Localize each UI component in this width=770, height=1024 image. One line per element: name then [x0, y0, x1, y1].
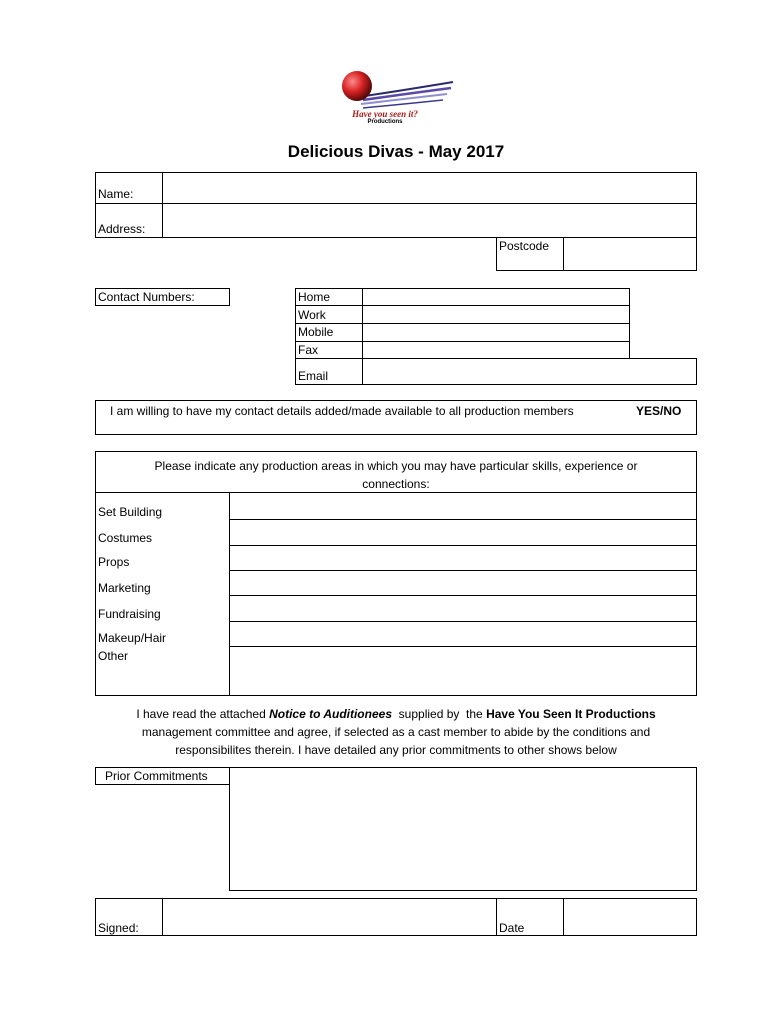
logo-text: Have you seen it? [352, 109, 418, 119]
skill-label-costumes: Costumes [98, 531, 153, 545]
email-label: Email [298, 369, 329, 383]
notice-title: Notice to Auditionees [269, 707, 392, 721]
notice-mid: supplied by the [392, 707, 487, 721]
notice-line1 [96, 707, 696, 721]
notice-org: Have You Seen It Productions [486, 707, 656, 721]
divider [496, 898, 497, 936]
logo-subtext: Productions [367, 119, 403, 125]
phone-label-work: Work [298, 308, 326, 322]
signed-label: Signed: [98, 921, 139, 935]
consent-text: I am willing to have my contact details added/made available to all production members [110, 404, 574, 418]
prior-commitments-label: Prior Commitments [105, 769, 208, 783]
notice-line2: management committee and agree, if selected as a cast member to abide by the conditions and [141, 725, 651, 739]
fax-field[interactable] [363, 342, 629, 358]
other-field[interactable] [230, 647, 696, 695]
address-label: Address: [98, 222, 146, 236]
phone-label-mobile: Mobile [298, 325, 334, 339]
logo-graphic [335, 68, 455, 113]
date-field[interactable] [564, 899, 696, 935]
prior-commitments-field[interactable] [229, 767, 697, 891]
makeup-hair-field[interactable] [230, 622, 696, 646]
set-building-field[interactable] [230, 493, 696, 519]
skills-intro-line1: Please indicate any production areas in which you may have particular skills, experience or [154, 459, 638, 473]
signature-field[interactable] [163, 899, 496, 935]
fundraising-field[interactable] [230, 596, 696, 621]
costumes-field[interactable] [230, 520, 696, 545]
name-field[interactable] [163, 173, 696, 202]
form-title: Delicious Divas - May 2017 [287, 142, 505, 161]
skill-label-marketing: Marketing [98, 581, 151, 595]
skill-label-makeup-hair: Makeup/Hair [98, 631, 167, 645]
postcode-field[interactable] [564, 238, 696, 270]
email-field[interactable] [363, 359, 696, 384]
skill-label-set-building: Set Building [98, 505, 163, 519]
phone-label-home: Home [298, 290, 331, 304]
date-label: Date [499, 921, 525, 935]
postcode-label: Postcode [499, 239, 550, 253]
notice-line3: responsibilites therein. I have detailed any prior commitments to other shows below [175, 743, 617, 757]
name-label: Name: [98, 187, 134, 201]
props-field[interactable] [230, 546, 696, 570]
skill-label-fundraising: Fundraising [98, 607, 161, 621]
mobile-phone-field[interactable] [363, 324, 629, 341]
contact-numbers-label: Contact Numbers: [98, 290, 195, 304]
phone-label-fax: Fax [298, 343, 319, 357]
marketing-field[interactable] [230, 571, 696, 595]
work-phone-field[interactable] [363, 306, 629, 323]
consent-yes-no[interactable]: YES/NO [636, 404, 682, 418]
skill-label-other: Other [98, 649, 129, 663]
skills-intro-line2: connections: [362, 477, 430, 491]
logo [335, 68, 455, 128]
address-field[interactable] [163, 204, 696, 237]
notice-pre: I have read the attached [136, 707, 270, 721]
home-phone-field[interactable] [363, 289, 629, 305]
skill-label-props: Props [98, 555, 130, 569]
